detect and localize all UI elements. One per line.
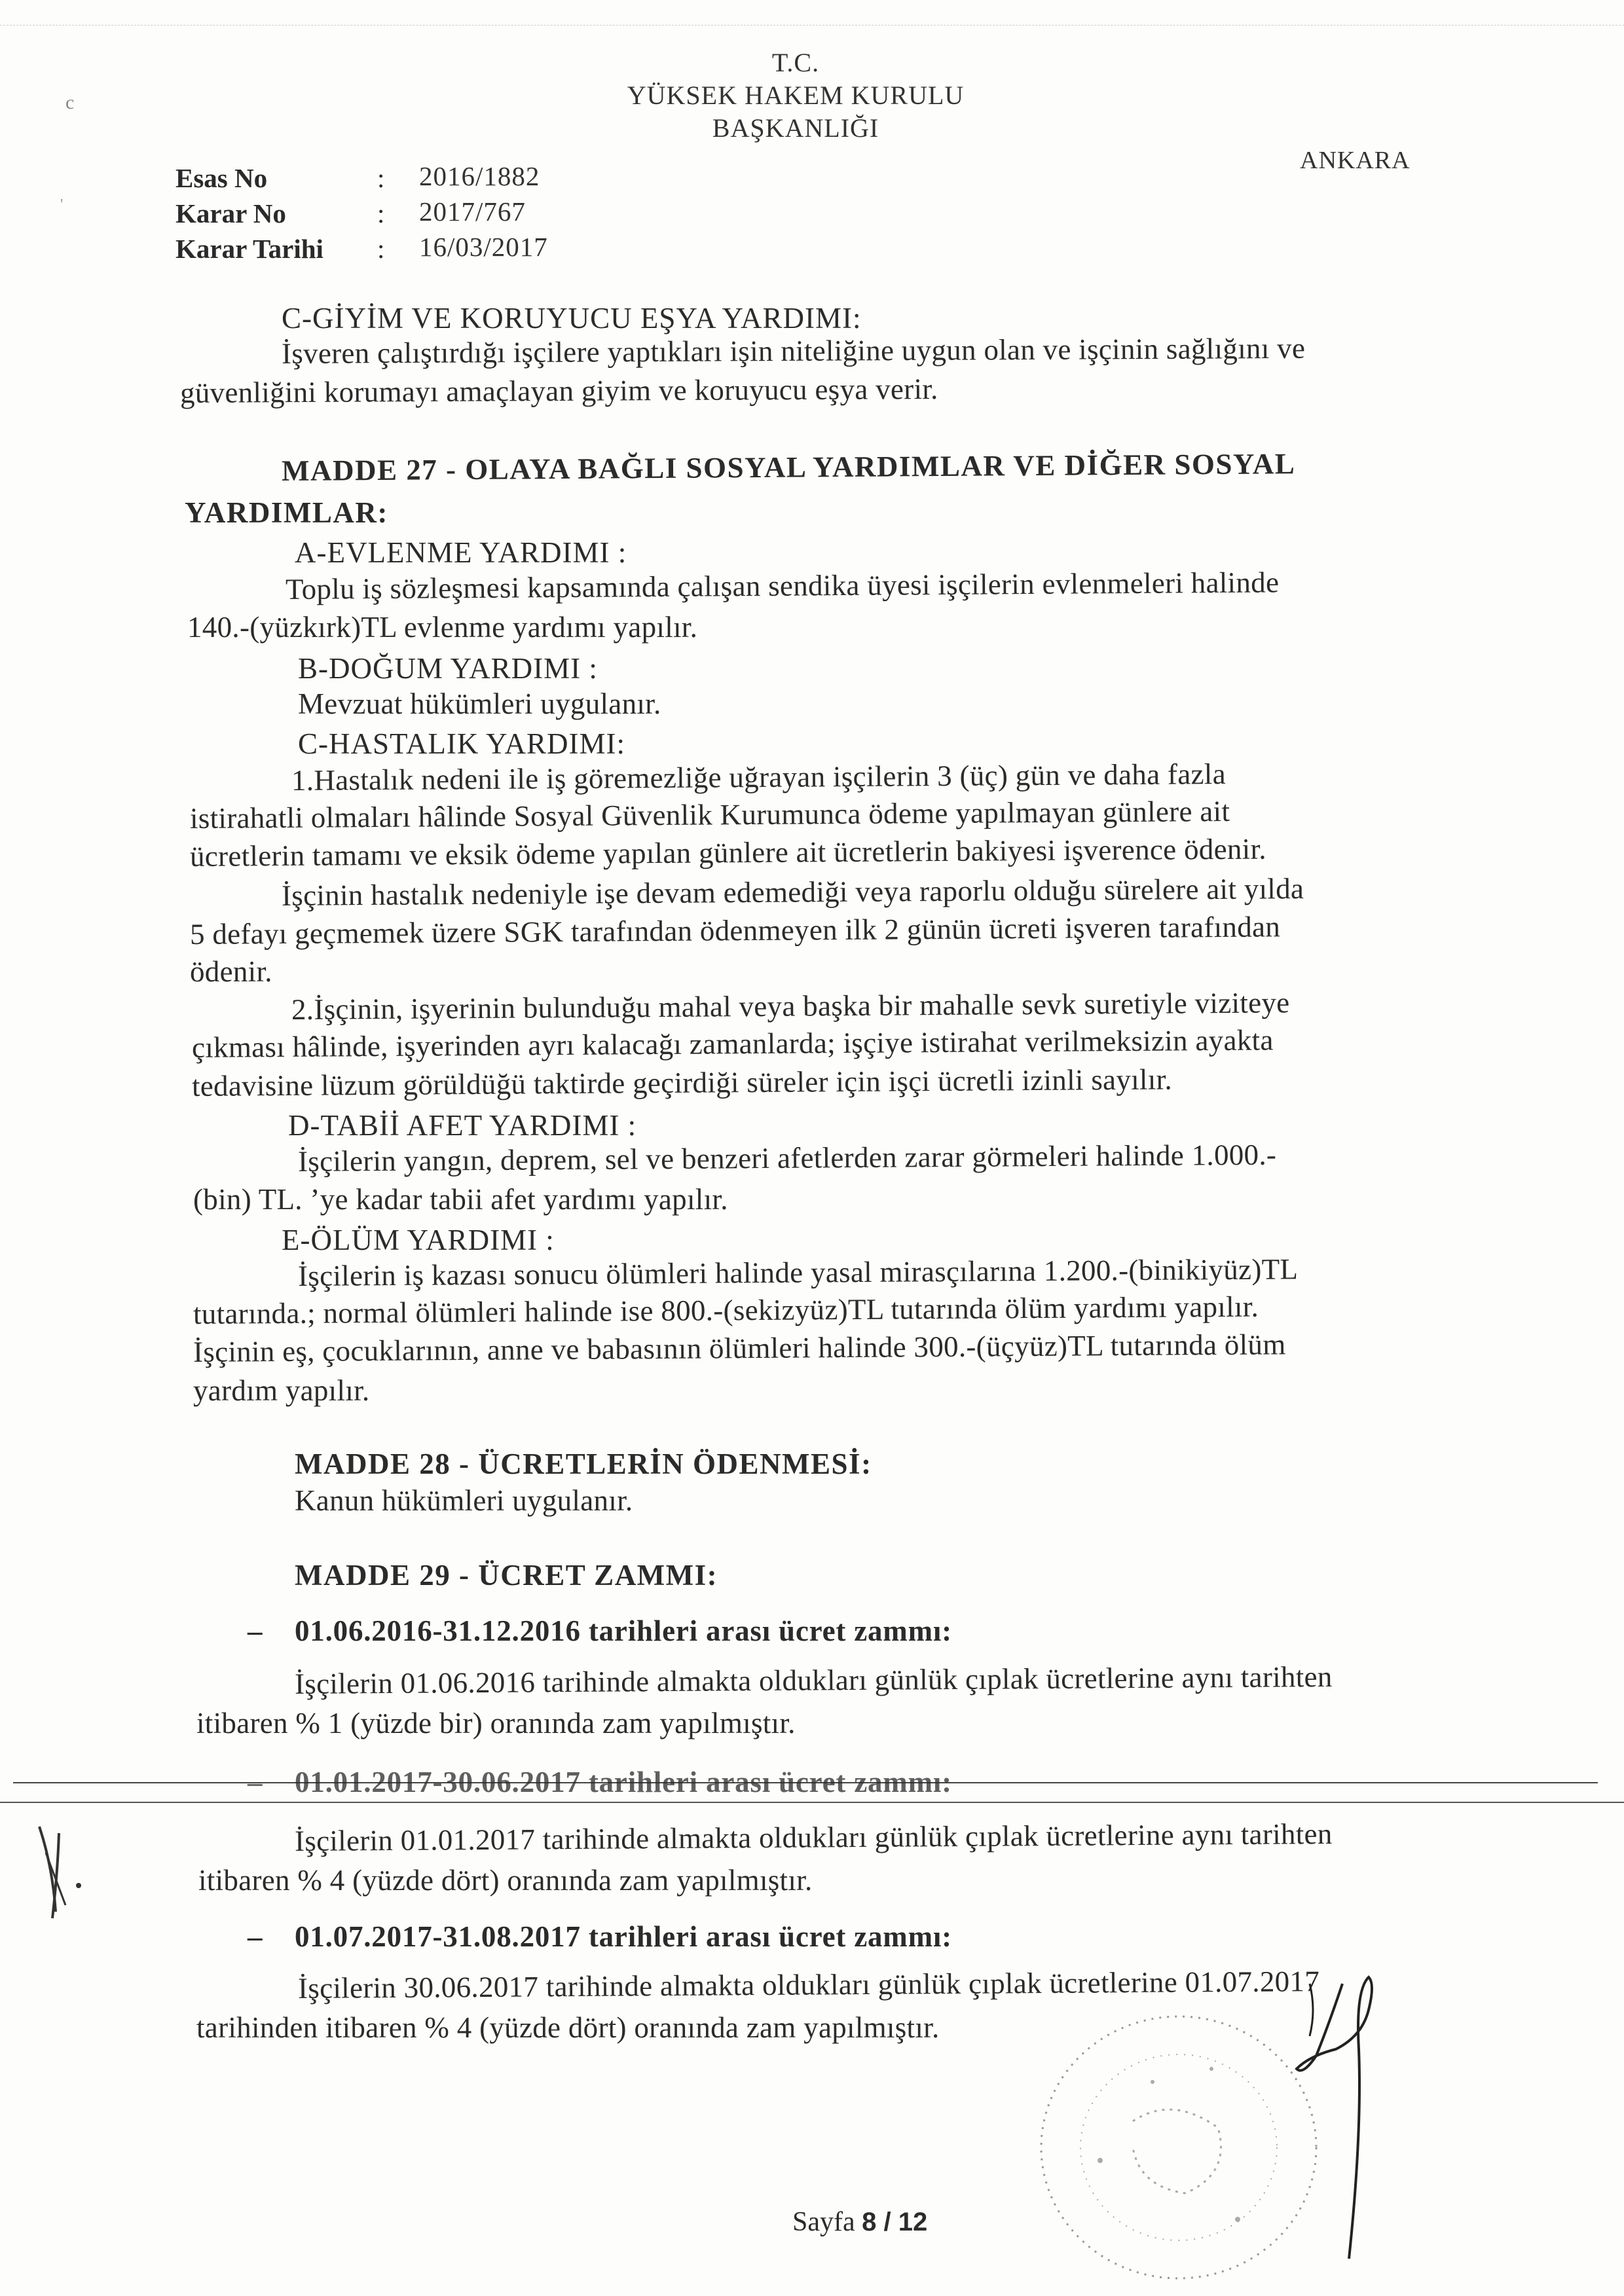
esas-no-value: 2016/1882	[419, 161, 540, 191]
paragraph-line: itibaren % 1 (yüzde bir) oranında zam yapılmıştır.	[196, 1707, 796, 1740]
header-city: ANKARA	[1300, 147, 1411, 174]
karar-tarihi-label: Karar Tarihi	[175, 234, 323, 264]
signature	[1270, 1971, 1401, 2272]
section-title-olum: E-ÖLÜM YARDIMI :	[282, 1224, 555, 1256]
paragraph-line: İşçilerin iş kazası sonucu ölümleri halinde yasal mirasçılarına 1.200.-(binikiyüz)TL	[297, 1252, 1299, 1292]
page-label: Sayfa	[792, 2207, 855, 2237]
period-1-title: 01.06.2016-31.12.2016 tarihleri arası ücret zammı:	[295, 1614, 952, 1647]
karar-no-colon: :	[377, 198, 385, 228]
paragraph-line: tedavisine lüzum görüldüğü taktirde geçirdiği süreler için işçi ücretli izinli sayılır.	[191, 1063, 1173, 1102]
list-dash: –	[248, 1920, 263, 1953]
section-title-hastalik: C-HASTALIK YARDIMI:	[298, 727, 625, 760]
margin-initials-signature	[26, 1813, 105, 1944]
paragraph-line: güvenliğini korumayı amaçlayan giyim ve koruyucu eşya verir.	[179, 372, 938, 409]
article-27-title-cont: YARDIMLAR:	[185, 496, 388, 529]
paragraph-line: İşçinin hastalık nedeniyle işe devam edemediği veya raporlu olduğu sürelere ait yılda	[281, 872, 1304, 912]
paragraph-line: istirahatli olmaları hâlinde Sosyal Güvenlik Kurumunca ödeme yapılmayan günlere ait	[189, 794, 1230, 835]
esas-no-label: Esas No	[175, 163, 268, 193]
paragraph-line: İşçilerin yangın, deprem, sel ve benzeri afetlerden zarar görmeleri halinde 1.000.-	[297, 1138, 1277, 1178]
paragraph-line: tarihinden itibaren % 4 (yüzde dört) oranında zam yapılmıştır.	[196, 2011, 940, 2044]
karar-tarihi-value: 16/03/2017	[419, 232, 548, 262]
header-tc: T.C.	[771, 48, 820, 77]
paragraph-line: İşçilerin 30.06.2017 tarihinde almakta oldukları günlük çıplak ücretlerine 01.07.2017	[297, 1965, 1320, 2005]
page-number	[792, 2206, 927, 2238]
section-title-afet: D-TABİİ AFET YARDIMI :	[288, 1109, 637, 1142]
esas-no-colon: :	[377, 163, 385, 193]
paragraph-line: İşçilerin 01.06.2016 tarihinde almakta oldukları günlük çıplak ücretlerine aynı tarihten	[294, 1660, 1333, 1700]
paragraph-line: tutarında.; normal ölümleri halinde ise 800.-(sekizyüz)TL tutarında ölüm yardımı yapılır.	[193, 1290, 1259, 1330]
section-title-evlenme: A-EVLENME YARDIMI :	[295, 536, 627, 569]
karar-no-label: Karar No	[175, 198, 286, 228]
paragraph-line: Kanun hükümleri uygulanır.	[295, 1484, 633, 1517]
paragraph-line: İşveren çalıştırdığı işçilere yaptıkları işin niteliğine uygun olan ve işçinin sağlığını ve	[281, 331, 1306, 370]
page-count: 8 / 12	[862, 2208, 928, 2236]
paragraph-line: 140.-(yüzkırk)TL evlenme yardımı yapılır.	[187, 611, 698, 644]
article-28-title: MADDE 28 - ÜCRETLERİN ÖDENMESİ:	[295, 1448, 872, 1480]
article-29-title: MADDE 29 - ÜCRET ZAMMI:	[295, 1559, 718, 1592]
paragraph-line: ödenir.	[190, 955, 272, 988]
paragraph-line: (bin) TL. ’ye kadar tabii afet yardımı yapılır.	[193, 1183, 728, 1216]
stray-mark: '	[60, 196, 64, 213]
list-dash: –	[248, 1614, 263, 1647]
period-3-title: 01.07.2017-31.08.2017 tarihleri arası ücret zammı:	[295, 1920, 952, 1953]
karar-no-value: 2017/767	[419, 196, 526, 227]
paragraph-line: 2.İşçinin, işyerinin bulunduğu mahal veya başka bir mahalle sevk suretiyle viziteye	[291, 986, 1290, 1026]
paragraph-line: Mevzuat hükümleri uygulanır.	[298, 687, 661, 720]
section-title-dogum: B-DOĞUM YARDIMI :	[298, 652, 598, 685]
section-title-giyim: C-GİYİM VE KORUYUCU EŞYA YARDIMI:	[282, 302, 862, 335]
header-institution: YÜKSEK HAKEM KURULU	[627, 81, 965, 110]
scan-fold-line	[0, 1802, 1624, 1803]
karar-tarihi-colon: :	[377, 234, 385, 264]
paragraph-line: itibaren % 4 (yüzde dört) oranında zam yapılmıştır.	[198, 1864, 813, 1897]
paragraph-line: İşçilerin 01.01.2017 tarihinde almakta oldukları günlük çıplak ücretlerine aynı tarihten	[294, 1817, 1333, 1857]
paragraph-line: yardım yapılır.	[193, 1374, 370, 1407]
paragraph-line: 5 defayı geçmemek üzere SGK tarafından ödenmeyen ilk 2 günün ücreti işveren tarafından	[189, 910, 1281, 951]
header-presidency: BAŞKANLIĞI	[712, 113, 879, 143]
period-2-title: 01.01.2017-30.06.2017 tarihleri arası ücret zammı:	[295, 1766, 952, 1798]
paragraph-line: ücretlerin tamamı ve eksik ödeme yapılan günlere ait ücretlerin bakiyesi işverence ödenir.	[189, 832, 1266, 873]
paragraph-line: İşçinin eş, çocuklarının, anne ve babasının ölümleri halinde 300.-(üçyüz)TL tutarında ölüm	[193, 1328, 1286, 1368]
list-dash: –	[248, 1766, 263, 1798]
paragraph-line: çıkması hâlinde, işyerinden ayrı kalacağı zamanlarda; işçiye istirahat verilmeksizin ayakta	[191, 1023, 1274, 1064]
paragraph-line: 1.Hastalık nedeni ile iş göremezliğe uğrayan işçilerin 3 (üç) gün ve daha fazla	[291, 757, 1227, 797]
paragraph-line: Toplu iş sözleşmesi kapsamında çalışan sendika üyesi işçilerin evlenmeleri halinde	[285, 566, 1280, 606]
stray-mark: c	[65, 92, 75, 113]
article-27-title: MADDE 27 - OLAYA BAĞLI SOSYAL YARDIMLAR VE DİĞER SOSYAL	[281, 447, 1296, 487]
scan-edge-line	[0, 25, 1624, 26]
